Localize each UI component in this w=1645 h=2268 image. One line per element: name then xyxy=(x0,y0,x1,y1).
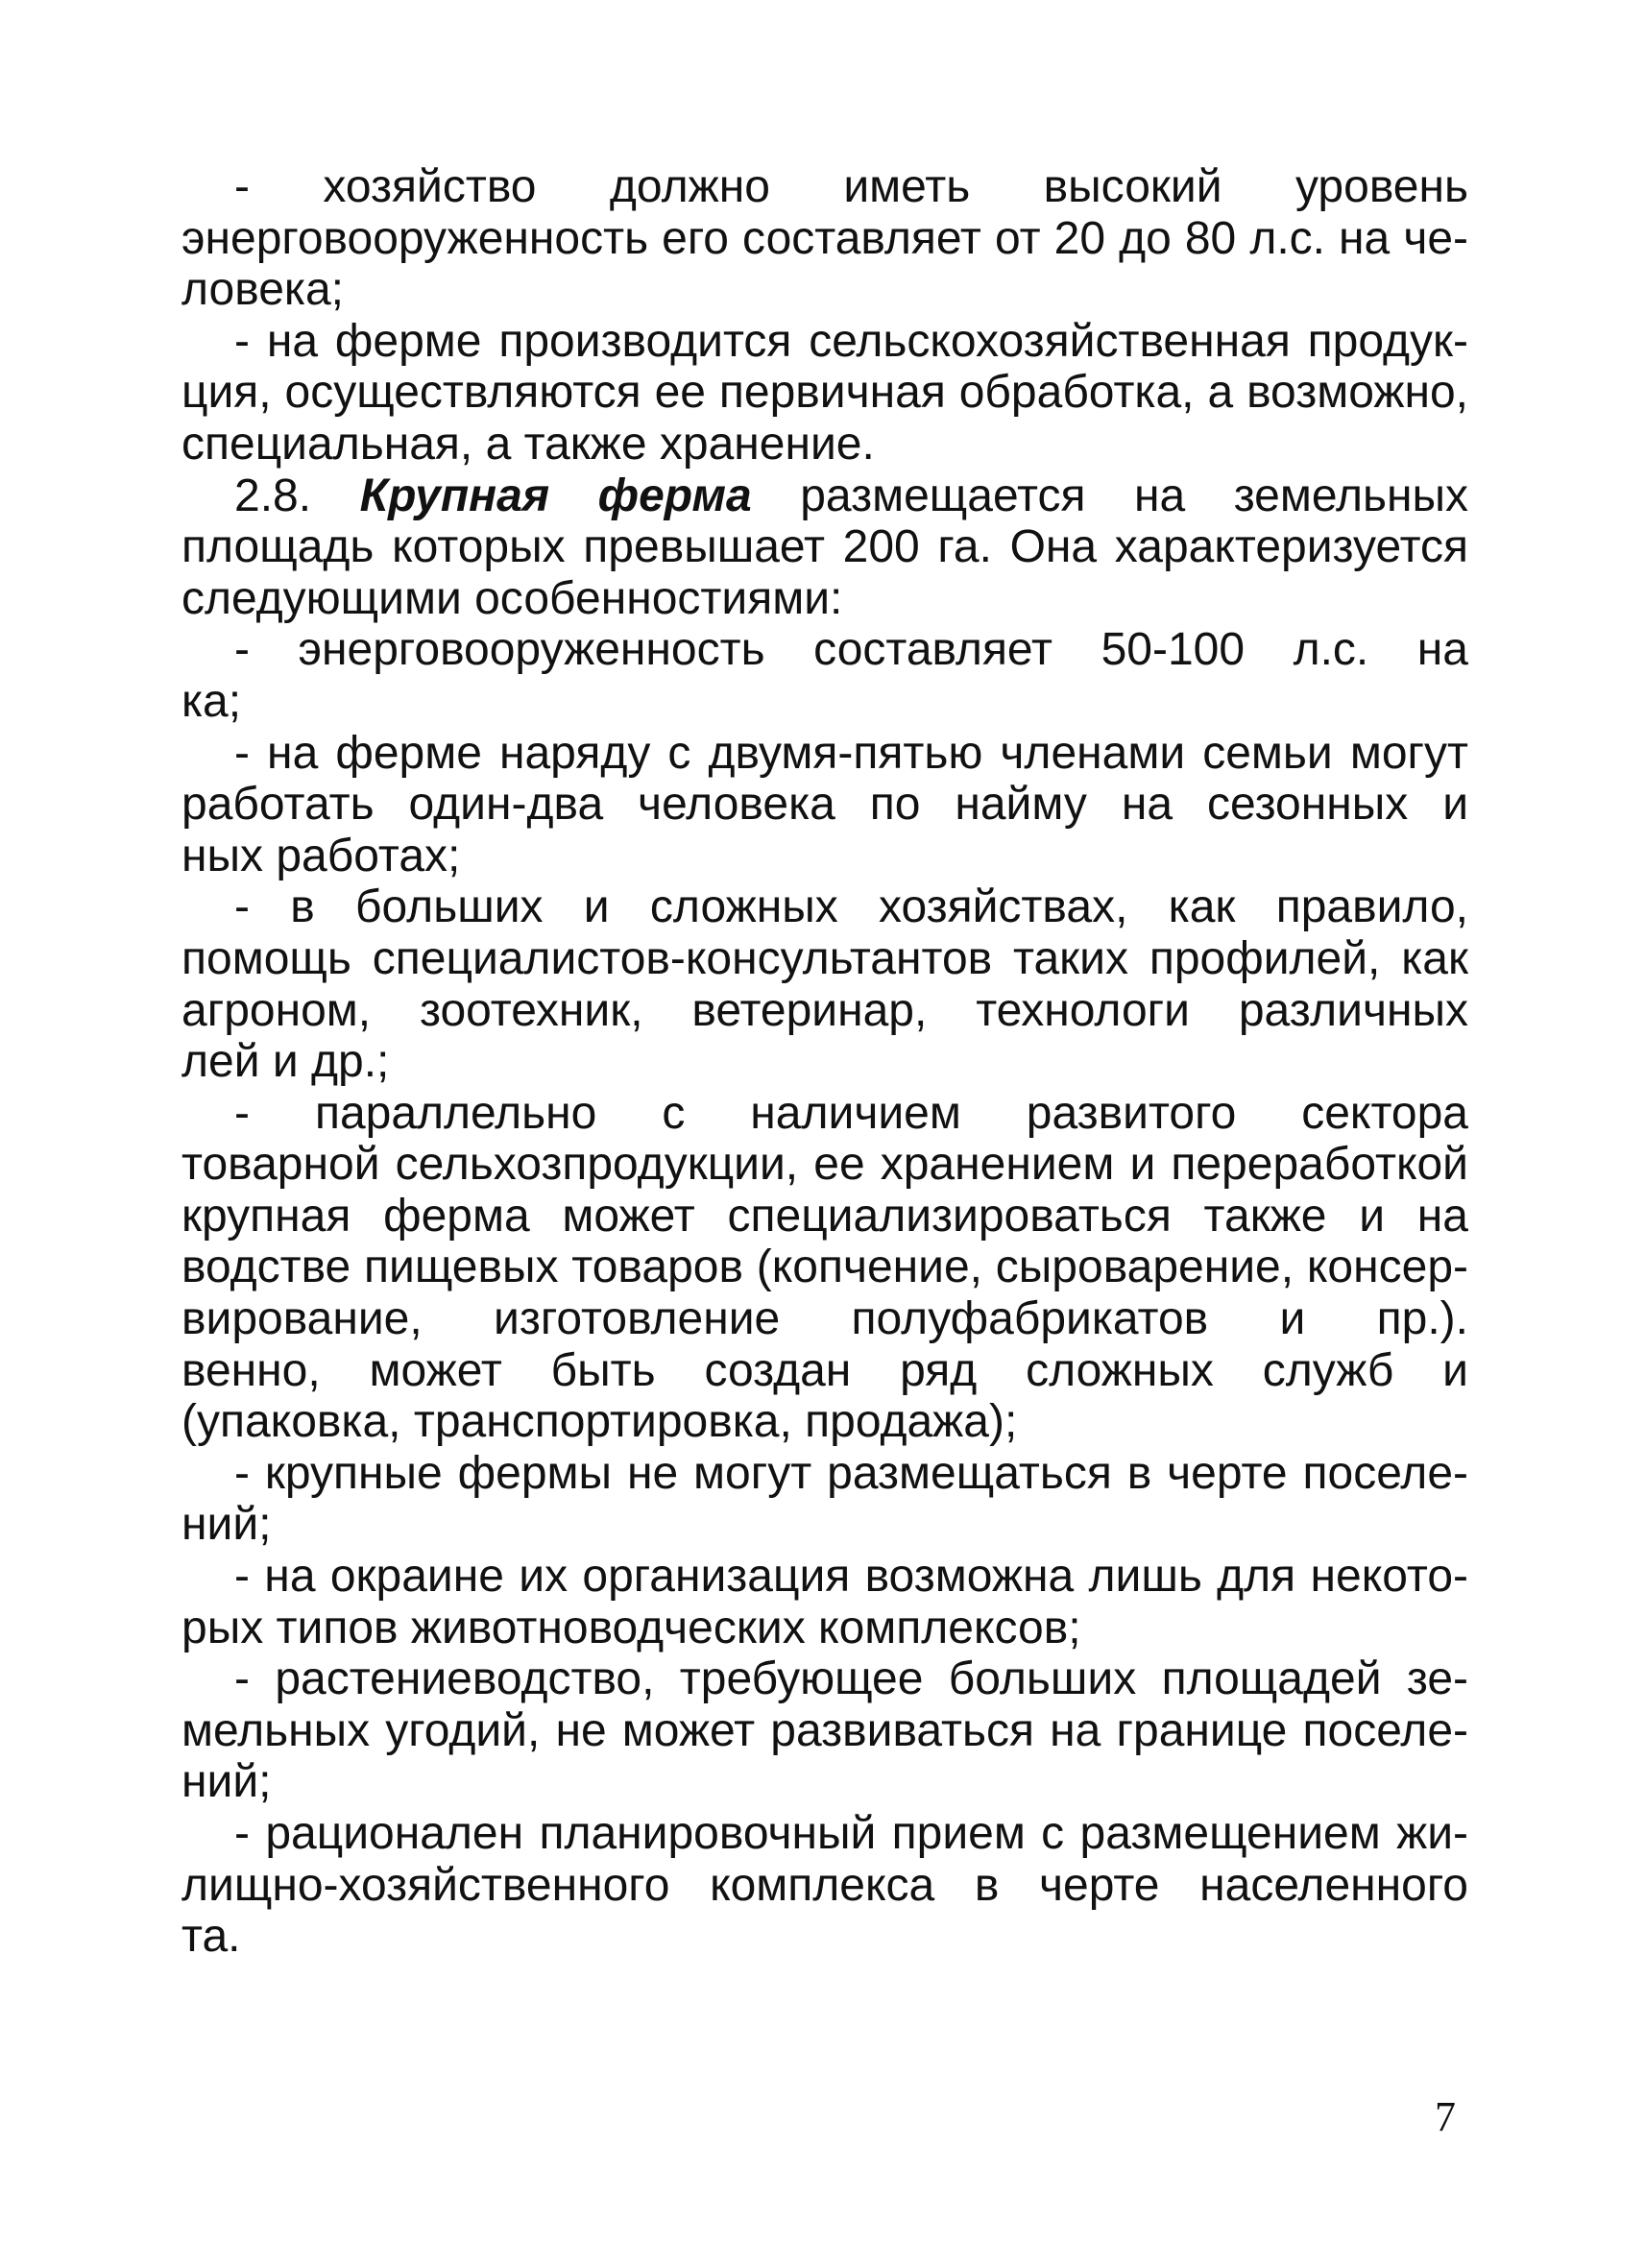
text-line xyxy=(181,367,1468,419)
text-line xyxy=(181,881,1468,933)
text-run: 2.8. xyxy=(234,470,360,521)
text-run: - в больших и сложных хозяйствах, как правило, xyxy=(234,881,1468,933)
text-line xyxy=(181,933,1468,985)
text-line xyxy=(181,985,1468,1037)
text-line xyxy=(181,1088,1468,1140)
text-line xyxy=(181,161,1468,213)
text-run: та. xyxy=(181,1911,241,1963)
text-line xyxy=(181,213,1468,265)
text-line xyxy=(181,1653,1468,1705)
text-line xyxy=(181,831,1468,882)
text-line xyxy=(181,1860,1468,1912)
text-run: - рационален планировочный прием с размещением жи- xyxy=(234,1808,1468,1859)
text-run: ция, осуществляются ее первичная обработка, а возможно, xyxy=(181,367,1468,419)
text-run: - на окраине их организация возможна лишь для некото- xyxy=(234,1551,1468,1603)
text-run: - на ферме производится сельскохозяйственная продук- xyxy=(234,315,1468,367)
text-line xyxy=(181,316,1468,368)
text-run: энерговооруженность его составляет от 20 до 80 л.с. на че- xyxy=(181,212,1468,264)
text-run: ловека; xyxy=(181,264,344,316)
text-line xyxy=(181,1345,1468,1397)
text-run: ка; xyxy=(181,675,242,727)
text-line xyxy=(181,1499,1468,1551)
text-line xyxy=(181,1551,1468,1603)
text-run: венно, может быть создан ряд сложных служб и xyxy=(181,1344,1468,1396)
text-line xyxy=(181,1808,1468,1860)
text-line xyxy=(181,470,1468,522)
text-line xyxy=(181,1396,1468,1448)
text-line xyxy=(181,676,1468,728)
text-line xyxy=(181,1191,1468,1243)
text-line xyxy=(181,1911,1468,1963)
text-line xyxy=(181,1242,1468,1293)
text-run: работать один-два человека по найму на сезонных и xyxy=(181,779,1468,831)
text-run: ний; xyxy=(181,1756,272,1808)
text-run: рых типов животноводческих комплексов; xyxy=(181,1602,1081,1653)
text-run: - растениеводство, требующее больших площадей зе- xyxy=(234,1653,1468,1705)
text-run: лищно-хозяйственного комплекса в черте населенного xyxy=(181,1859,1468,1911)
text-line xyxy=(181,419,1468,470)
text-run: ных работах; xyxy=(181,830,461,881)
text-run: крупная ферма может специализироваться также и на xyxy=(181,1190,1468,1242)
text-line xyxy=(181,521,1468,573)
text-run: лей и др.; xyxy=(181,1036,390,1088)
text-run: вирование, изготовление полуфабрикатов и пр.). xyxy=(181,1293,1468,1345)
text-run: товарной сельхозпродукции, ее хранением и переработкой xyxy=(181,1139,1468,1191)
text-run: - энерговооруженность составляет 50-100 л.с. на xyxy=(234,624,1468,676)
text-line xyxy=(181,1705,1468,1757)
text-line xyxy=(181,1139,1468,1191)
text-run: - хозяйство должно иметь высокий уровень xyxy=(234,161,1468,212)
text-run: (упаковка, транспортировка, продажа); xyxy=(181,1396,1018,1448)
text-line xyxy=(181,1293,1468,1345)
text-run: размещается на земельных xyxy=(800,470,1468,521)
term-emphasis: Крупная ферма xyxy=(359,470,752,521)
text-run: - параллельно с наличием развитого сектора xyxy=(234,1087,1468,1139)
text-line xyxy=(181,1603,1468,1654)
text-line xyxy=(181,573,1468,625)
text-run: площадь которых превышает 200 га. Она характеризуется xyxy=(181,521,1468,573)
text-line xyxy=(181,264,1468,316)
text-run: следующими особенностиями: xyxy=(181,572,843,624)
text-run: мельных угодий, не может развиваться на границе поселе- xyxy=(181,1704,1468,1756)
text-line xyxy=(181,728,1468,780)
text-line xyxy=(181,624,1468,676)
text-run: водстве пищевых товаров (копчение, сыроварение, консер- xyxy=(181,1242,1468,1293)
body-text xyxy=(181,161,1468,1963)
text-run: агроном, зоотехник, ветеринар, технологи различных xyxy=(181,984,1468,1036)
text-run: - крупные фермы не могут размещаться в черте поселе- xyxy=(234,1447,1468,1499)
page-number: 7 xyxy=(1435,2093,1456,2140)
text-line xyxy=(181,779,1468,831)
text-run: специальная, а также хранение. xyxy=(181,418,875,470)
text-run: помощь специалистов-консультантов таких профилей, как xyxy=(181,932,1468,984)
text-line xyxy=(181,1448,1468,1500)
text-run: - на ферме наряду с двумя-пятью членами семьи могут xyxy=(234,727,1468,779)
text-run: ний; xyxy=(181,1499,272,1551)
text-line xyxy=(181,1036,1468,1088)
text-line xyxy=(181,1756,1468,1808)
